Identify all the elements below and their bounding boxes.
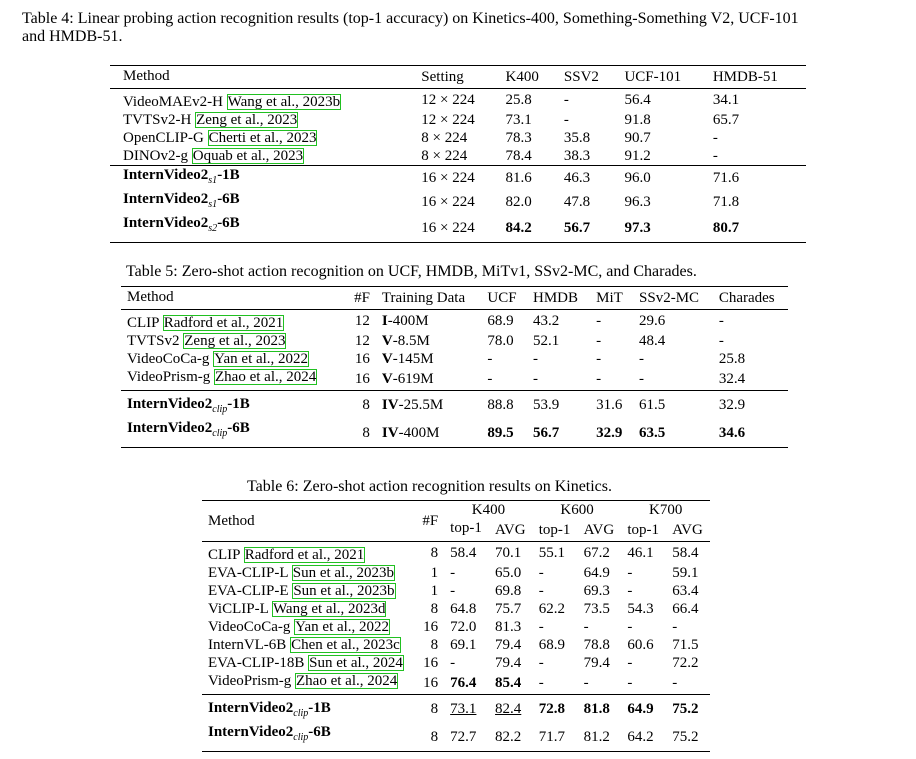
setting: 8 × 224 — [421, 148, 468, 164]
method-name: TVTSv2-H — [123, 112, 196, 128]
k700-avg: 72.2 — [672, 655, 699, 671]
k600-top1: - — [538, 655, 544, 671]
frames: 8 — [345, 391, 376, 420]
method-name: EVA-CLIP-18B — [208, 655, 309, 671]
setting: 16 × 224 — [421, 194, 475, 210]
t5-header-frames: #F — [345, 287, 376, 310]
k700-top1: 64.9 — [621, 695, 666, 724]
charades: - — [718, 313, 724, 329]
charades: 25.8 — [718, 351, 746, 367]
frames: 16 — [423, 675, 439, 691]
k700-avg: 75.2 — [666, 723, 710, 752]
charades: 32.9 — [713, 391, 788, 420]
citation-link[interactable]: Yan et al., 2022 — [214, 351, 309, 367]
table-row — [202, 654, 710, 672]
t4-header-setting: Setting — [415, 66, 499, 89]
method-name: InternVideo2 — [208, 724, 294, 740]
t4-header-hmdb51: HMDB-51 — [707, 66, 806, 89]
method-subscript: s1 — [208, 199, 218, 210]
citation-link[interactable]: Yan et al., 2022 — [295, 619, 390, 635]
k700-avg: 63.4 — [672, 583, 699, 599]
table-row — [110, 214, 806, 243]
charades: 34.6 — [713, 419, 788, 448]
k700-avg: 58.4 — [672, 545, 699, 561]
method-name: DINOv2-g — [123, 148, 192, 164]
k400: 82.0 — [505, 194, 532, 210]
k400-avg: 81.3 — [495, 619, 522, 635]
ssv2: - — [563, 112, 569, 128]
training-data-type: IV — [381, 397, 399, 413]
training-data-size: -8.5M — [392, 333, 430, 349]
k700-top1: - — [627, 619, 633, 635]
k400-avg: 75.7 — [495, 601, 522, 617]
ucf: 78.0 — [487, 333, 514, 349]
t6-subheader-avg: AVG — [489, 519, 533, 542]
method-name: VideoMAEv2-H — [123, 94, 227, 110]
t4-header-method: Method — [110, 66, 415, 89]
k400: 73.1 — [505, 112, 532, 128]
method-subscript: clip — [293, 732, 309, 743]
t5-header-ucf: UCF — [481, 287, 527, 310]
k600-avg: 69.3 — [583, 583, 610, 599]
k700-top1: - — [627, 675, 633, 691]
frames: 12 — [354, 333, 370, 349]
k400-avg: 85.4 — [495, 675, 522, 691]
ucf101: 90.7 — [624, 130, 651, 146]
table-row — [202, 636, 710, 654]
k400: 81.6 — [500, 166, 558, 191]
ssv2mc: 48.4 — [639, 333, 666, 349]
k600-top1: 62.2 — [538, 601, 566, 617]
k600-avg: - — [583, 675, 589, 691]
k600-top1: - — [538, 565, 544, 581]
k600-top1: 72.8 — [533, 695, 578, 724]
table-row — [110, 111, 806, 129]
t5-header-ssv2mc: SSv2-MC — [633, 287, 713, 310]
k400: 25.8 — [505, 92, 532, 108]
mit: 32.9 — [590, 419, 633, 448]
training-data-type: I — [381, 313, 388, 329]
table-row — [121, 332, 788, 350]
method-name: TVTSv2 — [127, 333, 184, 349]
ssv2: 46.3 — [558, 166, 619, 191]
hmdb: 53.9 — [527, 391, 590, 420]
mit: 31.6 — [590, 391, 633, 420]
method-name: CLIP — [208, 547, 244, 563]
k600-top1: - — [538, 619, 544, 635]
method-name: VideoPrism-g — [208, 673, 296, 689]
citation-link[interactable]: Wang et al., 2023d — [272, 601, 386, 617]
t6-header-method: Method — [202, 501, 416, 542]
hmdb: 43.2 — [533, 313, 560, 329]
citation-link[interactable]: Zeng et al., 2023 — [196, 112, 298, 128]
mit: - — [596, 333, 602, 349]
k400: 84.2 — [500, 214, 558, 243]
ucf: - — [487, 351, 493, 367]
ucf101: 91.8 — [624, 112, 651, 128]
ucf: 89.5 — [481, 419, 527, 448]
hmdb51: 65.7 — [712, 112, 740, 128]
t6-subheader-avg: AVG — [578, 519, 622, 542]
method-suffix: -1B — [217, 167, 240, 183]
table-row — [121, 350, 788, 368]
hmdb: - — [533, 351, 539, 367]
ssv2: - — [563, 92, 569, 108]
frames: 8 — [416, 723, 445, 752]
t6-header-k600: K600 — [533, 501, 622, 520]
table-row — [202, 695, 710, 724]
k400-avg: 69.8 — [495, 583, 522, 599]
t5-header-charades: Charades — [713, 287, 788, 310]
k600-avg: 78.8 — [583, 637, 610, 653]
k400-top1: 64.8 — [450, 601, 477, 617]
ucf101: 96.0 — [618, 166, 706, 191]
k600-avg: 64.9 — [583, 565, 610, 581]
t4-header-ssv2: SSV2 — [558, 66, 619, 89]
table-row — [121, 368, 788, 391]
table-row — [121, 419, 788, 448]
method-name: InternVideo2 — [127, 420, 213, 436]
k700-avg: 59.1 — [672, 565, 699, 581]
method-suffix: -6B — [217, 215, 240, 231]
ucf101: 91.2 — [624, 148, 651, 164]
k400-avg: 79.4 — [495, 637, 522, 653]
charades: 32.4 — [718, 371, 746, 387]
k400-avg: 82.2 — [489, 723, 533, 752]
table-row — [110, 89, 806, 112]
training-data-size: -619M — [392, 371, 434, 387]
training-data-type: V — [381, 333, 393, 349]
k600-avg: - — [583, 619, 589, 635]
t4-header-k400: K400 — [500, 66, 558, 89]
ssv2: 38.3 — [563, 148, 591, 164]
frames: 8 — [430, 545, 439, 561]
k400-top1: 72.0 — [450, 619, 477, 635]
frames: 12 — [354, 313, 370, 329]
method-subscript: s2 — [208, 223, 218, 234]
t6-header-k400: K400 — [444, 501, 533, 520]
ssv2mc: - — [639, 371, 645, 387]
k700-avg: 71.5 — [672, 637, 699, 653]
hmdb51: - — [712, 130, 718, 146]
method-suffix: -6B — [308, 724, 331, 740]
citation-link[interactable]: Cherti et al., 2023 — [208, 130, 317, 146]
ssv2mc: 29.6 — [639, 313, 666, 329]
t6-subheader-avg: AVG — [666, 519, 710, 542]
k600-top1: 68.9 — [538, 637, 566, 653]
k600-avg: 79.4 — [583, 655, 610, 671]
t5-header-training-data: Training Data — [376, 287, 481, 310]
k700-avg: 75.2 — [666, 695, 710, 724]
ssv2: 56.7 — [558, 214, 619, 243]
table-row — [202, 564, 710, 582]
frames: 8 — [430, 637, 439, 653]
k600-top1: 71.7 — [533, 723, 578, 752]
table-row — [202, 582, 710, 600]
frames: 16 — [423, 619, 439, 635]
ucf: - — [487, 371, 493, 387]
method-suffix: -1B — [227, 396, 250, 412]
t6-subheader-top1: top-1 — [444, 519, 489, 542]
ucf: 68.9 — [487, 313, 514, 329]
k400: 78.3 — [505, 130, 532, 146]
k400-top1: 76.4 — [450, 675, 477, 691]
t6-header-k700: K700 — [621, 501, 710, 520]
table4-caption: Table 4: Linear probing action recognition results (top-1 accuracy) on Kinetics-400, Something-Something V2, UCF-101 — [22, 10, 799, 27]
t6-subheader-top1: top-1 — [621, 519, 666, 542]
ssv2: 47.8 — [563, 194, 591, 210]
method-name: InternVideo2 — [208, 700, 294, 716]
citation-link[interactable]: Zhao et al., 2024 — [215, 369, 317, 385]
ucf101: 56.4 — [624, 92, 651, 108]
k700-top1: 64.2 — [621, 723, 666, 752]
training-data-type: V — [381, 351, 393, 367]
k400-top1: 73.1 — [444, 695, 489, 724]
citation-link[interactable]: Wang et al., 2023b — [227, 94, 341, 110]
setting: 16 × 224 — [415, 166, 499, 191]
hmdb51: 71.8 — [712, 194, 740, 210]
method-suffix: -6B — [217, 191, 240, 207]
hmdb51: - — [712, 148, 718, 164]
method-name: InternVideo2 — [123, 167, 209, 183]
k400-top1: 58.4 — [450, 545, 477, 561]
k400-avg: 70.1 — [495, 545, 522, 561]
mit: - — [596, 371, 602, 387]
k400-avg: 79.4 — [495, 655, 522, 671]
t5-header-mit: MiT — [590, 287, 633, 310]
table6-caption: Table 6: Zero-shot action recognition results on Kinetics. — [247, 478, 613, 495]
ucf101: 97.3 — [618, 214, 706, 243]
method-subscript: clip — [212, 404, 228, 415]
method-subscript: clip — [293, 708, 309, 719]
training-data-type: V — [381, 371, 393, 387]
table6 — [202, 500, 710, 752]
table5-caption: Table 5: Zero-shot action recognition on UCF, HMDB, MiTv1, SSv2-MC, and Charades. — [126, 263, 697, 280]
citation-link[interactable]: Zhao et al., 2024 — [296, 673, 398, 689]
method-name: CLIP — [127, 315, 163, 331]
citation-link[interactable]: Radford et al., 2021 — [163, 315, 284, 331]
method-name: VideoCoCa-g — [127, 351, 214, 367]
table-row — [202, 542, 710, 565]
citation-link[interactable]: Sun et al., 2024 — [309, 655, 403, 671]
method-suffix: -6B — [227, 420, 250, 436]
table4 — [110, 65, 806, 243]
method-name: EVA-CLIP-L — [208, 565, 292, 581]
t6-header-frames: #F — [416, 501, 445, 542]
ssv2mc: 61.5 — [633, 391, 713, 420]
hmdb51: 80.7 — [707, 214, 806, 243]
k700-avg: 66.4 — [672, 601, 699, 617]
k400-top1: 69.1 — [450, 637, 477, 653]
ssv2mc: 63.5 — [633, 419, 713, 448]
table-row — [121, 310, 788, 333]
charades: - — [718, 333, 724, 349]
table-row — [110, 190, 806, 214]
table-row — [202, 672, 710, 695]
hmdb51: 34.1 — [712, 92, 740, 108]
training-data-size: -400M — [398, 425, 440, 441]
mit: - — [596, 351, 602, 367]
method-name: InternVideo2 — [123, 191, 209, 207]
training-data-size: -145M — [392, 351, 434, 367]
ssv2: 35.8 — [563, 130, 591, 146]
frames: 8 — [430, 601, 439, 617]
table-row — [202, 600, 710, 618]
k400: 78.4 — [505, 148, 532, 164]
hmdb: 56.7 — [527, 419, 590, 448]
ucf: 88.8 — [481, 391, 527, 420]
setting: 12 × 224 — [421, 92, 475, 108]
t5-header-method: Method — [121, 287, 345, 310]
citation-link[interactable]: Oquab et al., 2023 — [192, 148, 304, 164]
table4-caption-cont: and HMDB-51. — [22, 28, 123, 45]
frames: 16 — [423, 655, 439, 671]
t4-header-ucf101: UCF-101 — [618, 66, 706, 89]
k400-avg: 82.4 — [489, 695, 533, 724]
k400-avg: 65.0 — [495, 565, 522, 581]
k700-top1: 60.6 — [627, 637, 654, 653]
k700-top1: - — [627, 565, 633, 581]
table-row — [110, 129, 806, 147]
k600-top1: 55.1 — [538, 545, 566, 561]
method-name: InternVideo2 — [127, 396, 213, 412]
frames: 16 — [354, 371, 370, 387]
frames: 8 — [345, 419, 376, 448]
citation-link[interactable]: Chen et al., 2023c — [291, 637, 400, 653]
method-suffix: -1B — [308, 700, 331, 716]
t5-header-hmdb: HMDB — [527, 287, 590, 310]
k400-top1: - — [450, 583, 456, 599]
k600-top1: - — [538, 583, 544, 599]
k700-top1: 46.1 — [627, 545, 654, 561]
citation-link[interactable]: Zeng et al., 2023 — [184, 333, 286, 349]
k600-avg: 81.8 — [578, 695, 622, 724]
method-name: ViCLIP-L — [208, 601, 272, 617]
k400-top1: - — [450, 655, 456, 671]
hmdb51: 71.6 — [707, 166, 806, 191]
setting: 8 × 224 — [421, 130, 468, 146]
table-row — [202, 723, 710, 752]
hmdb: 52.1 — [533, 333, 560, 349]
training-data-size: -400M — [387, 313, 429, 329]
table-row — [121, 391, 788, 420]
table5 — [121, 286, 788, 448]
training-data-type: IV — [381, 425, 399, 441]
ssv2mc: - — [639, 351, 645, 367]
method-name: VideoPrism-g — [127, 369, 215, 385]
k700-top1: 54.3 — [627, 601, 654, 617]
method-name: InternVL-6B — [208, 637, 291, 653]
method-name: EVA-CLIP-E — [208, 583, 293, 599]
k600-top1: - — [538, 675, 544, 691]
method-name: OpenCLIP-G — [123, 130, 208, 146]
k600-avg: 81.2 — [578, 723, 622, 752]
citation-link[interactable]: Radford et al., 2021 — [244, 547, 365, 563]
method-subscript: clip — [212, 428, 228, 439]
k600-avg: 73.5 — [583, 601, 610, 617]
hmdb: - — [533, 371, 539, 387]
method-name: VideoCoCa-g — [208, 619, 295, 635]
k600-avg: 67.2 — [583, 545, 610, 561]
table-row — [110, 147, 806, 166]
ucf101: 96.3 — [624, 194, 651, 210]
setting: 16 × 224 — [415, 214, 499, 243]
citation-link[interactable]: Sun et al., 2023b — [292, 565, 394, 581]
table-row — [202, 618, 710, 636]
k400-top1: - — [450, 565, 456, 581]
frames: 1 — [430, 565, 439, 581]
method-name: InternVideo2 — [123, 215, 209, 231]
k400-top1: 72.7 — [444, 723, 489, 752]
frames: 1 — [430, 583, 439, 599]
t6-subheader-top1: top-1 — [533, 519, 578, 542]
frames: 8 — [416, 695, 445, 724]
k700-top1: - — [627, 583, 633, 599]
training-data-size: -25.5M — [398, 397, 444, 413]
k700-avg: - — [672, 675, 678, 691]
method-subscript: s1 — [208, 175, 218, 186]
k700-avg: - — [672, 619, 678, 635]
setting: 12 × 224 — [421, 112, 475, 128]
citation-link[interactable]: Sun et al., 2023b — [293, 583, 395, 599]
frames: 16 — [354, 351, 370, 367]
table-row — [110, 166, 806, 191]
mit: - — [596, 313, 602, 329]
k700-top1: - — [627, 655, 633, 671]
